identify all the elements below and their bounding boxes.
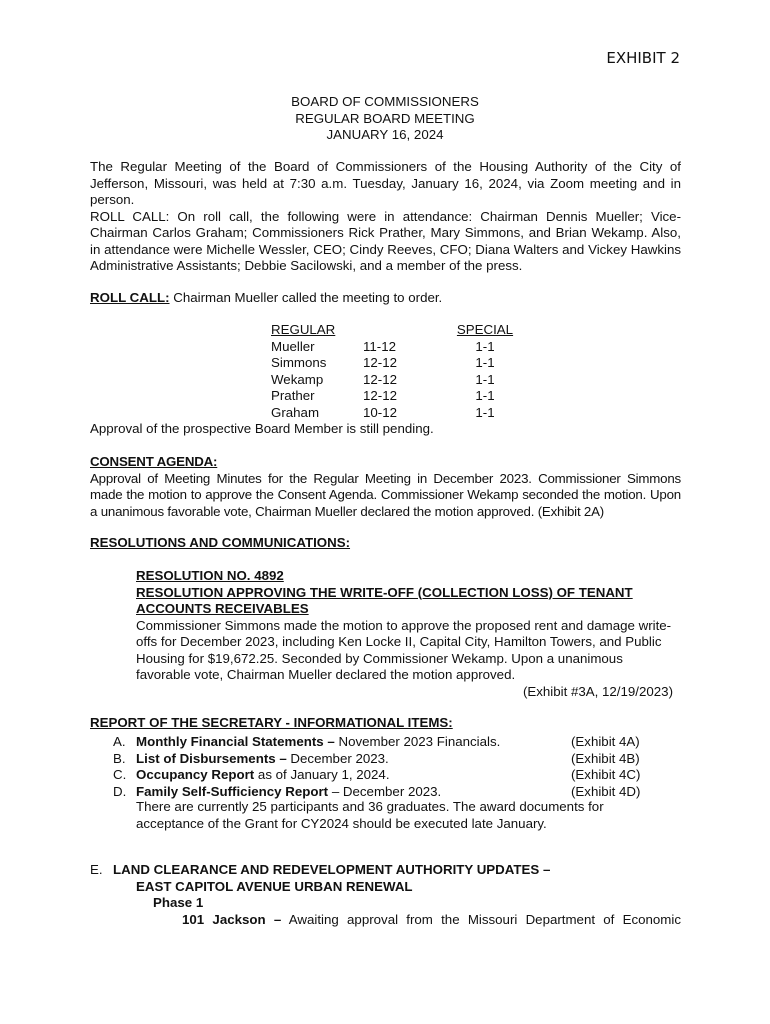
item-text: as of January 1, 2024. [254,767,390,782]
member-name: Mueller [271,338,315,354]
attendance-row [271,339,515,356]
item-exhibit: (Exhibit 4B) [571,750,640,766]
roll-call-section [90,290,681,307]
report-heading [90,715,681,732]
intro-paragraph [90,159,681,275]
resolution-text: Commissioner Simmons made the motion to approve the proposed rent and damage write-offs for December 2023, including Ken Locke II, Capital City, Hamilton Towers, and Public Housing for $19,672.25. Seconded by Commissioner Wekamp. Upon a unanimous favorable vote, Chairman Mueller declared the motion approved. [136,617,672,682]
item-title: Family Self-Sufficiency Report [136,783,329,799]
resolution-block [136,568,681,700]
regular-column-header: REGULAR [271,322,336,337]
regular-count: 12-12 [363,355,398,370]
item-text: – December 2023. [328,783,442,799]
item-letter: A. [113,734,126,749]
special-count: 1-1 [475,404,495,420]
attendance-row [271,388,515,405]
special-column-header: SPECIAL [456,322,514,337]
member-name: Simmons [271,355,327,370]
member-name: Wekamp [271,371,324,387]
special-count: 1-1 [475,371,495,387]
roll-call-heading: ROLL CALL: [90,290,170,305]
phase-item-text: Awaiting approval from the Missouri Department of Economic [281,911,681,927]
resolution-number: RESOLUTION NO. 4892 [136,568,284,583]
member-name: Graham [271,404,320,420]
consent-agenda-heading: CONSENT AGENDA: [90,454,218,469]
header-line-1: BOARD OF COMMISSIONERS [291,94,479,109]
item-letter: B. [113,750,126,766]
meeting-header [0,94,770,144]
header-line-2: REGULAR BOARD MEETING [295,110,475,126]
section-e [90,862,681,928]
list-item [113,751,661,768]
item-text: December 2023. [286,750,389,766]
list-item [113,767,661,784]
regular-count: 12-12 [363,388,398,403]
item-text: November 2023 Financials. [334,734,501,749]
item-exhibit: (Exhibit 4D) [571,783,641,799]
regular-count: 12-12 [363,371,398,387]
list-item [113,784,661,801]
resolutions-heading [90,535,681,552]
phase-item-title: 101 Jackson – [182,911,282,927]
special-count: 1-1 [475,388,495,403]
resolution-title-line-1: RESOLUTION APPROVING THE WRITE-OFF (COLLECTION LOSS) OF TENANT [136,584,633,600]
resolution-exhibit: (Exhibit #3A, 12/19/2023) [522,683,673,699]
attendance-header-row [271,322,515,339]
fss-note: There are currently 25 participants and 36 graduates. The award documents for acceptance of the Grant for CY2024 should be executed late January. [136,799,604,831]
resolutions-heading-text: RESOLUTIONS AND COMMUNICATIONS: [90,535,351,550]
section-e-title-line-1: LAND CLEARANCE AND REDEVELOPMENT AUTHORITY UPDATES – [113,862,551,877]
resolution-title-line-2: ACCOUNTS RECEIVABLES [136,601,309,616]
item-exhibit: (Exhibit 4C) [571,767,641,782]
member-name: Prather [271,388,315,403]
special-count: 1-1 [475,355,495,370]
pending-note: Approval of the prospective Board Member is still pending. [90,421,434,436]
regular-count: 11-12 [363,338,397,354]
section-e-title-line-2: EAST CAPITOL AVENUE URBAN RENEWAL [136,878,413,894]
roll-call-paragraph: ROLL CALL: On roll call, the following were in attendance: Chairman Dennis Mueller; Vice-Chairman Carlos Graham; Commissioners Rick Prather, Mary Simmons, and Brian Wekamp. Also, in attendance were Michelle Wessler, CEO; Cindy Reeves, CFO; Diana Walters and Vickey Hawkins Administrative Assistants; Debbie Sacilowski, and a member of the press. [90,208,681,273]
report-items-list [113,734,661,800]
header-line-3: JANUARY 16, 2024 [326,127,444,142]
special-count: 1-1 [475,338,495,354]
item-letter: D. [113,783,127,799]
consent-agenda-section [90,454,681,520]
attendance-row [271,372,515,389]
phase-item [90,912,681,929]
exhibit-label: EXHIBIT 2 [606,49,680,67]
item-title: List of Disbursements – [136,750,287,766]
section-e-letter: E. [90,862,103,877]
item-title: Monthly Financial Statements – [136,734,335,749]
consent-agenda-text: Approval of Meeting Minutes for the Regular Meeting in December 2023. Commissioner Simmons made the motion to approve the Consent Agenda. Commissioner Wekamp seconded the motion. Upon a unanimous favorable vote, Chairman Mueller declared the motion approved. (Exhibit 2A) [90,470,681,519]
intro-text: The Regular Meeting of the Board of Commissioners of the Housing Authority of the City of Jefferson, Missouri, was held at 7:30 a.m. Tuesday, January 16, 2024, via Zoom meeting and in person. [90,159,681,207]
item-letter: C. [113,767,127,782]
item-exhibit: (Exhibit 4A) [571,734,640,749]
phase-label: Phase 1 [153,895,204,910]
attendance-row [271,355,515,372]
report-heading-text: REPORT OF THE SECRETARY - INFORMATIONAL ITEMS: [90,715,453,730]
list-item [113,734,661,751]
attendance-table [271,322,515,421]
roll-call-text: Chairman Mueller called the meeting to order. [169,290,443,305]
attendance-row [271,405,515,422]
regular-count: 10-12 [363,404,398,420]
item-title: Occupancy Report [136,767,255,782]
